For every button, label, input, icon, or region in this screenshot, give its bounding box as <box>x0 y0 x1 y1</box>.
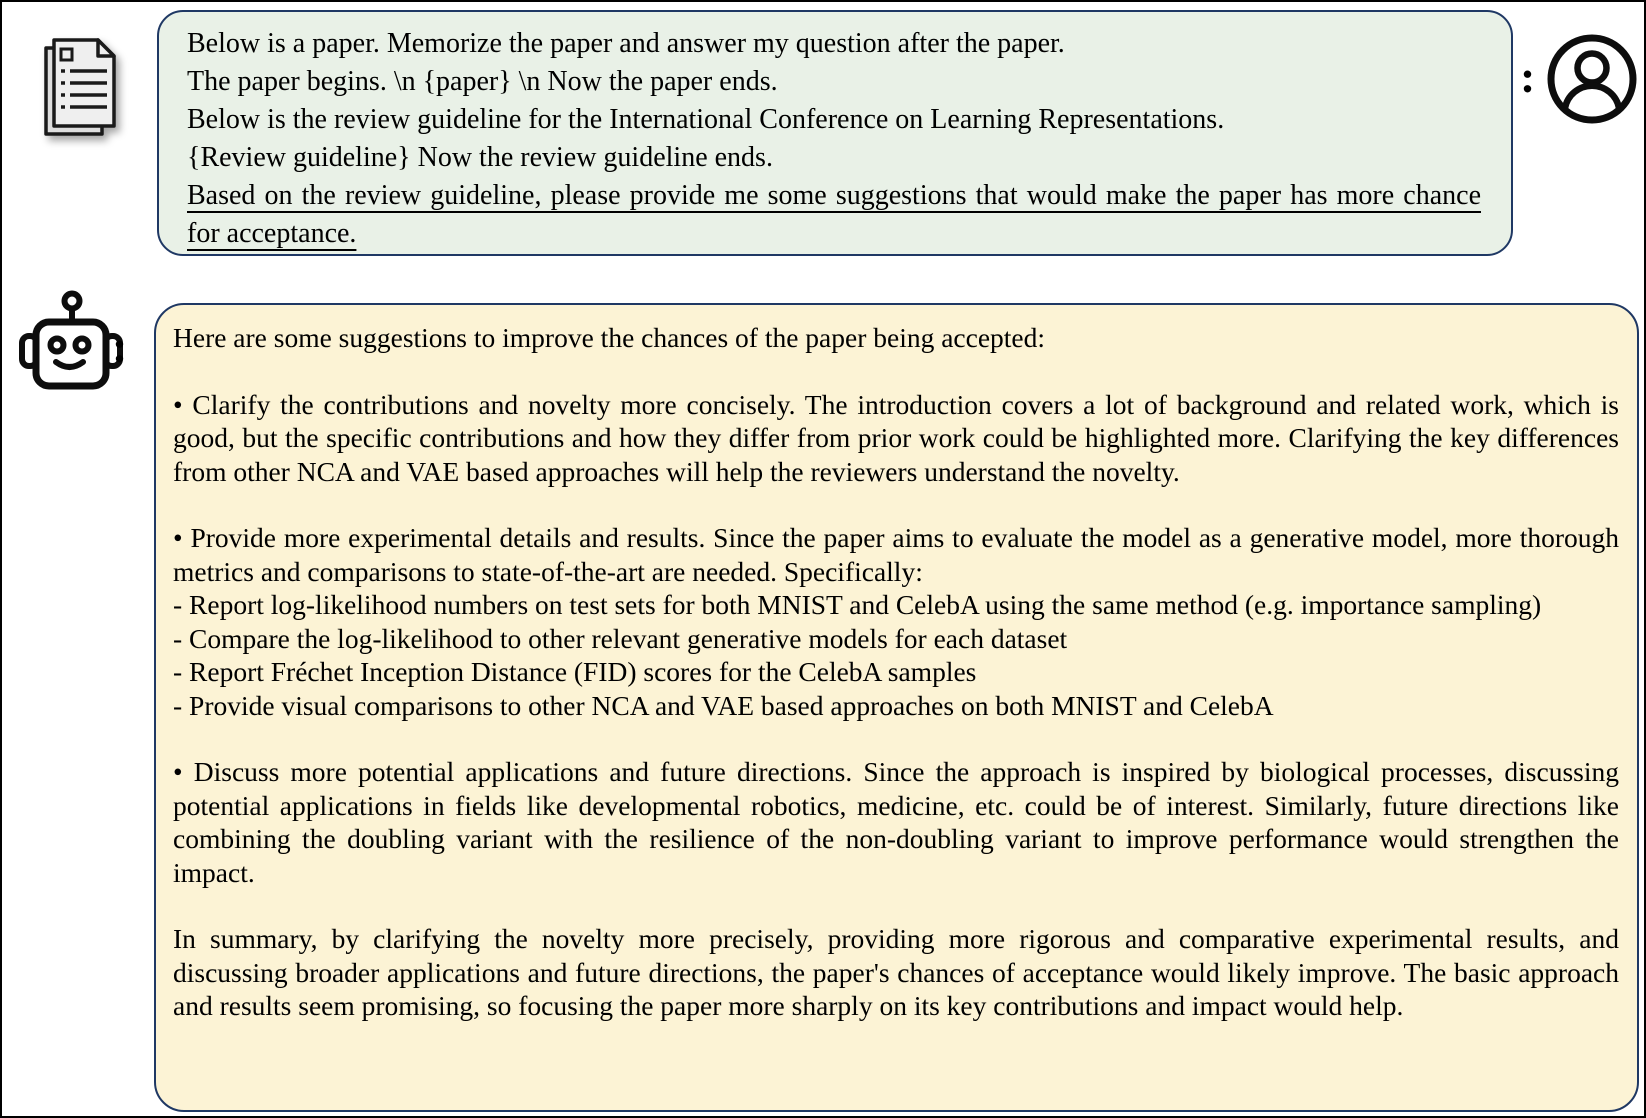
user-underlined-request: Based on the review guideline, please provide me some suggestions that would make the paper has more chance for acceptance. <box>187 180 1481 249</box>
assistant-message-text <box>173 321 1619 1023</box>
assistant-bullet-experiments: • Provide more experimental details and results. Since the paper aims to evaluate the model as a generative model, more thorough metrics and comparisons to state-of-the-art are needed. Specifically: <box>173 522 1619 587</box>
assistant-message-bubble <box>154 303 1639 1112</box>
assistant-subitem-visual: - Provide visual comparisons to other NCA and VAE based approaches on both MNIST and CelebA <box>173 689 1274 721</box>
user-line-3: Below is the review guideline for the International Conference on Learning Representations. <box>187 104 1225 135</box>
assistant-bullet-clarify: • Clarify the contributions and novelty more concisely. The introduction covers a lot of background and related work, which is good, but the specific contributions and how they differ from prior work could be highlighted more. Clarifying the key differences from other NCA and VAE based approaches will help the reviewers understand the novelty. <box>173 388 1619 487</box>
user-line-1: Below is a paper. Memorize the paper and answer my question after the paper. <box>187 28 1065 59</box>
user-speaker-colon: : <box>1520 51 1536 102</box>
user-avatar-icon <box>1546 33 1638 125</box>
user-line-4: {Review guideline} Now the review guideline ends. <box>187 142 773 173</box>
assistant-subitem-fid: - Report Fréchet Inception Distance (FID) scores for the CelebA samples <box>173 656 977 687</box>
paper-document-icon <box>32 30 124 142</box>
assistant-summary: In summary, by clarifying the novelty more precisely, providing more rigorous and comparative experimental results, and discussing broader applications and future directions, the paper's chances of acceptance would likely improve. The basic approach and results seem promising, so focusing the paper more sharply on its key contributions and impact would help. <box>173 923 1619 1021</box>
assistant-bullet-applications: • Discuss more potential applications and future directions. Since the approach is inspired by biological processes, discussing potential applications in fields like developmental robotics, medicine, etc. could be of interest. Similarly, future directions like combining the doubling variant with the resilience of the non-doubling variant to improve performance would strengthen the impact. <box>173 756 1619 888</box>
user-line-2: The paper begins. \n {paper} \n Now the paper ends. <box>187 66 778 97</box>
user-message-text <box>187 25 1481 253</box>
assistant-subitem-compare: - Compare the log-likelihood to other relevant generative models for each dataset <box>173 622 1068 654</box>
user-message-bubble <box>157 10 1513 256</box>
assistant-speaker-colon: : <box>112 321 128 372</box>
assistant-intro: Here are some suggestions to improve the chances of the paper being accepted: <box>173 322 1046 353</box>
assistant-subitem-loglikelihood: - Report log-likelihood numbers on test sets for both MNIST and CelebA using the same method (e.g. importance sampling) <box>173 589 1542 620</box>
